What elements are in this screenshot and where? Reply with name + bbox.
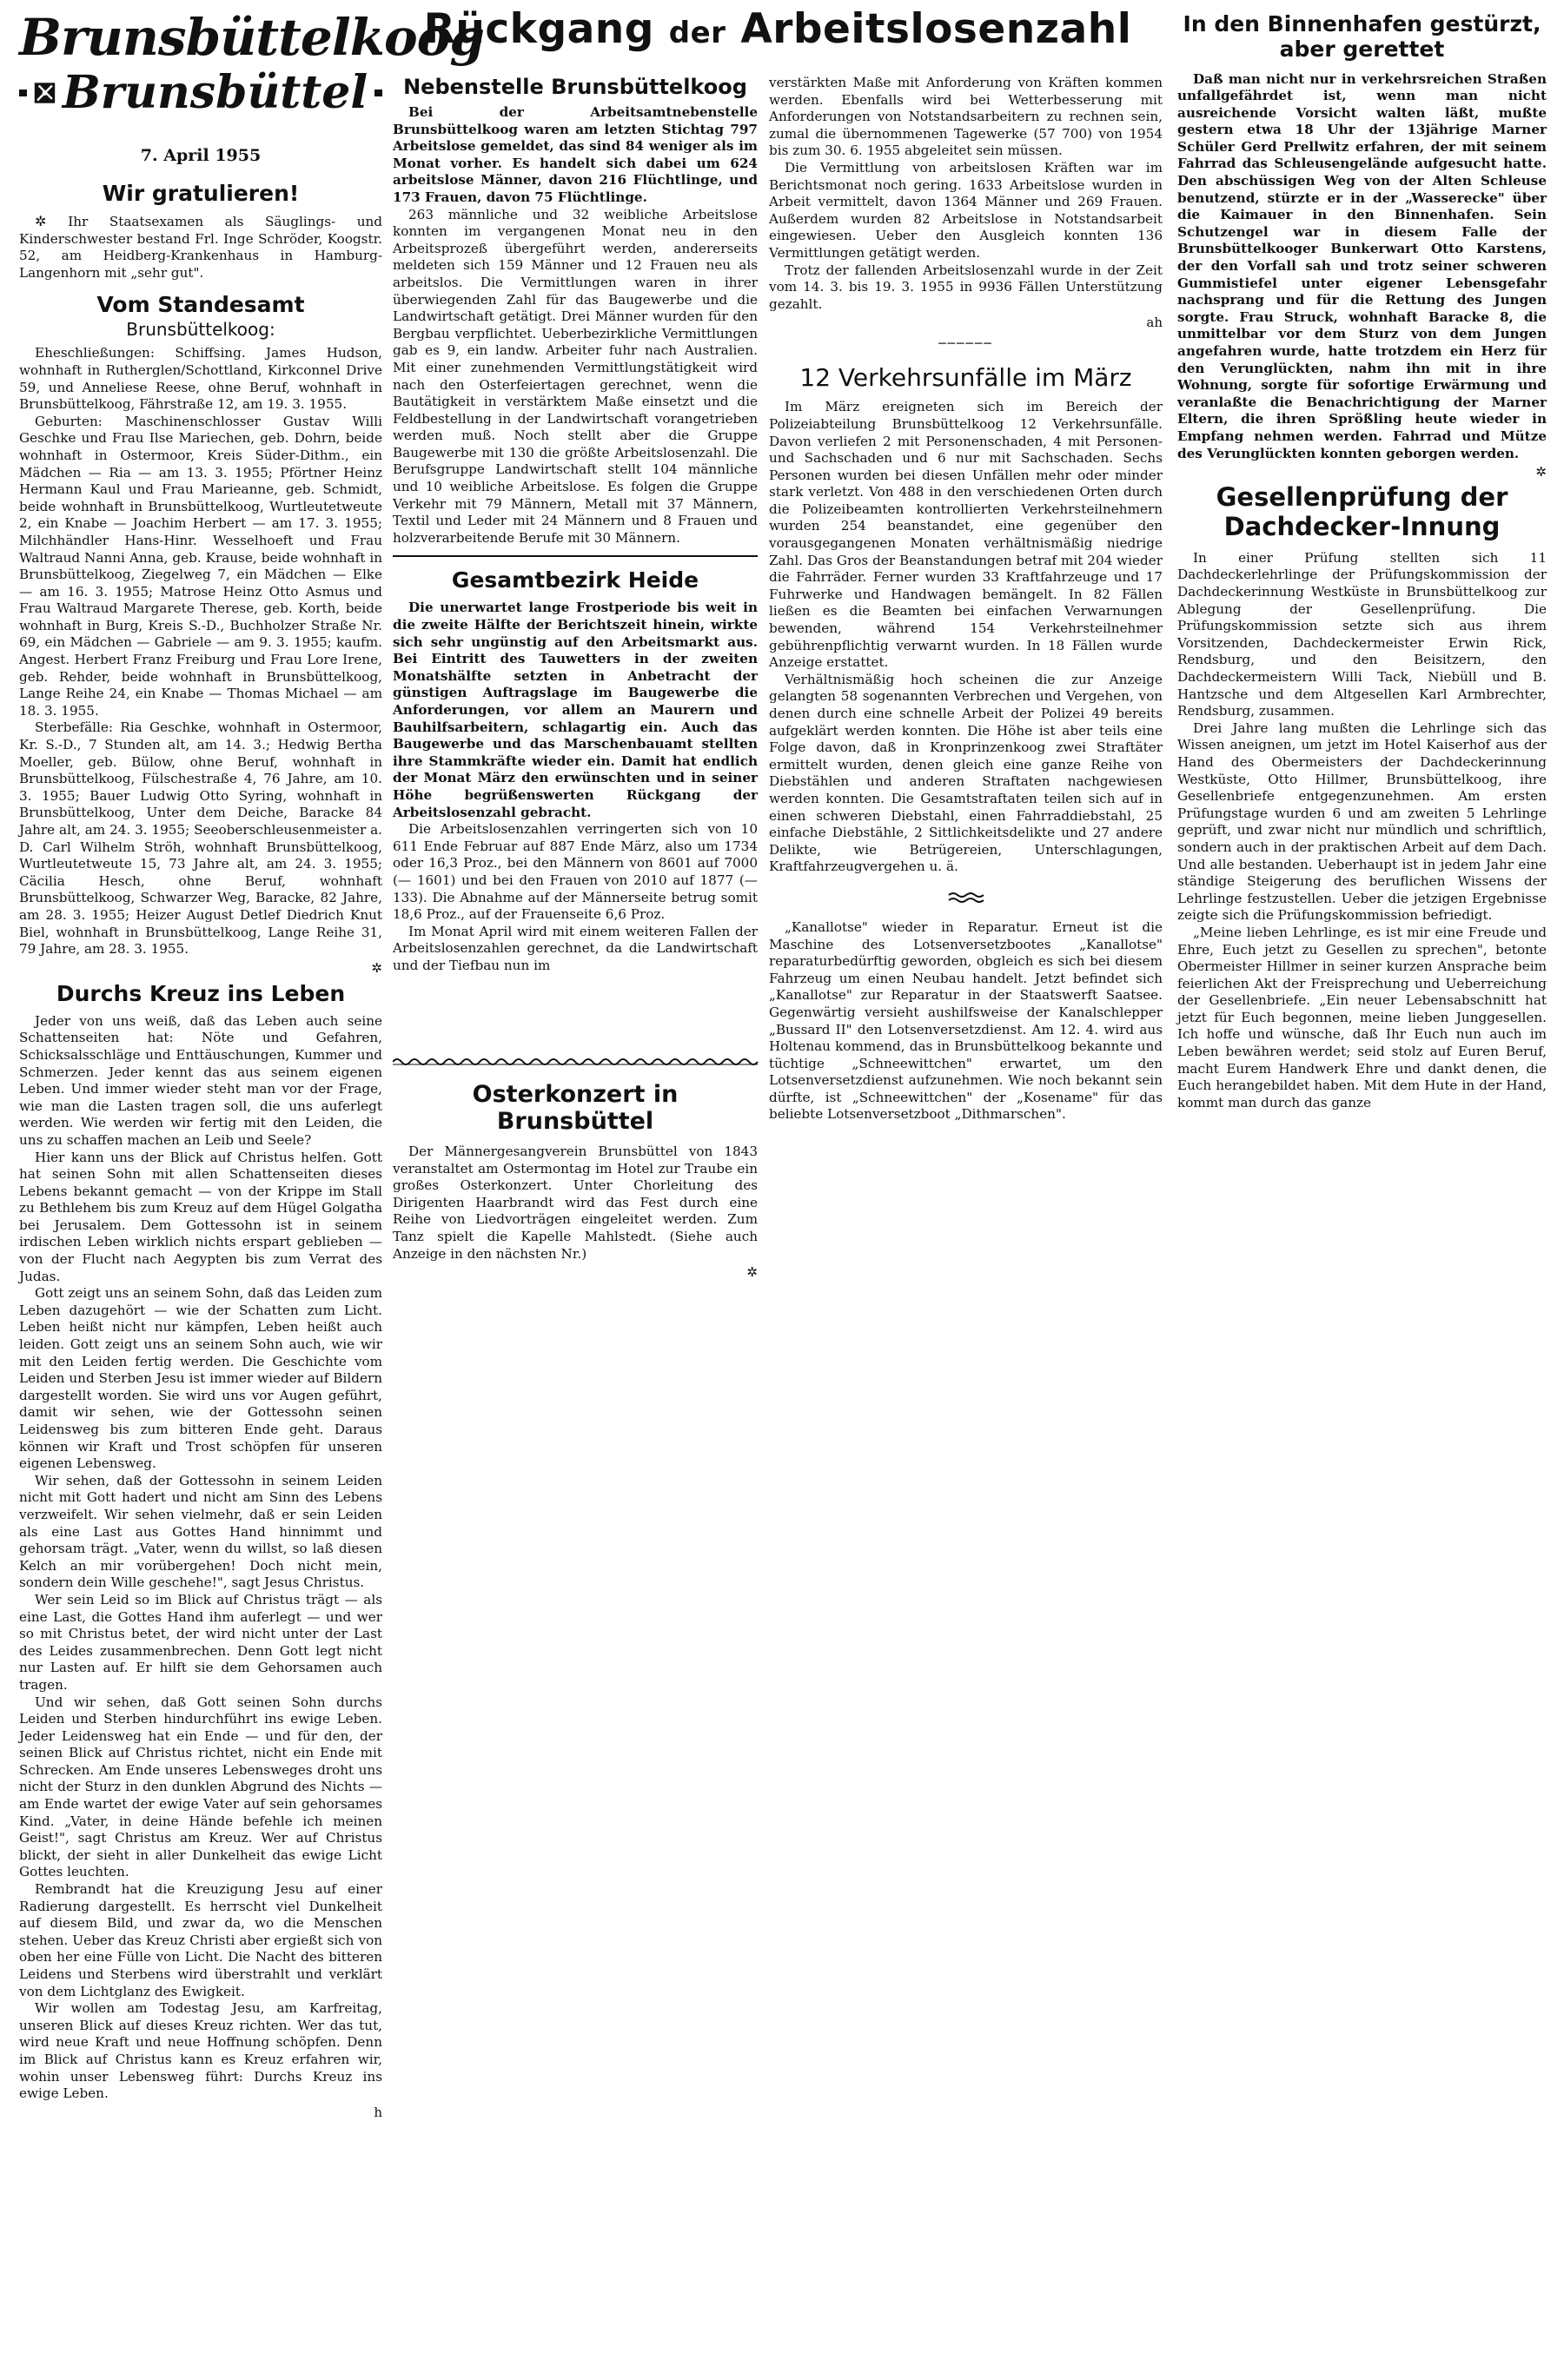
masthead-line2-row — [19, 66, 382, 120]
star-icon: ✲ — [371, 959, 382, 976]
kreuz-paragraph: Wir sehen, daß der Gottessohn in seinem Leiden nicht mit Gott hadert und nicht am Sinn des Lebens verzweifelt. Wir sehen vielmehr, daß er sein Leiden als eine Last aus Gottes Hand hinnimmt und gehorsam trägt. „Vater, wenn du willst, so laß diesen Kelch an mir vorübergehen! Doch nicht mein, sondern dein Wille geschehe!", sagt Jesus Christus. — [19, 1472, 382, 1591]
short-divider: ────── — [938, 337, 993, 352]
gratulieren-text-body: Ihr Staatsexamen als Säuglings- und Kinderschwester bestand Frl. Inge Schröder, Koogstr. 52, am Heidberg-Krankenhaus in Hamburg-Langenhorn mit „sehr gut". — [19, 214, 382, 281]
masthead-bar — [19, 89, 27, 96]
column-1 — [19, 8, 484, 2120]
main-headline-part2: der — [668, 16, 726, 50]
kreuz-paragraph: Und wir sehen, daß Gott seinen Sohn durchs Leiden und Sterben hindurchführt ins ewige Leben. Jeder Leidensweg hat ein Ende — und für den, der seinen Blick auf Christus richtet, nicht ein Ende mit Schrecken. Am Ende unseres Lebensweges droht uns nicht der Sturz in den dunklen Abgrund des Nichts — am Ende wartet der ewige Vater auf sein gehorsames Kind. „Vater, in deine Hände befehle ich meinen Geist!", sagt Christus am Kreuz. Wer auf Christus blickt, der sieht in aller Dunkelheit das ewige Licht Gottes leuchten. — [19, 1694, 382, 1880]
headline-kreuz: Durchs Kreuz ins Leben — [56, 980, 346, 1006]
kreuz-paragraph: Gott zeigt uns an seinem Sohn, daß das Leiden zum Leben dazugehört — wie der Schatten zum Licht. Leben heißt nicht nur kämpfen, Leben heißt auch leiden. Gott zeigt uns an seinem Sohn auch, wie wir mit den Leiden fertig werden. Die Geschichte vom Leiden und Sterben Jesu ist immer wieder auf Bildern dargestellt worden. Sie wird uns vor Augen geführt, damit wir sehen, wie der Gottessohn seinen Leidensweg bis zum bitteren Ende geht. Daraus können wir Kraft und Trost schöpfen für unseren eigenen Lebensweg. — [19, 1285, 382, 1472]
issue-date: 7. April 1955 — [140, 146, 262, 165]
gratulieren-text — [19, 213, 382, 282]
kreuz-paragraph: Hier kann uns der Blick auf Christus helfen. Gott hat seinen Sohn mit allen Schattenseiten dieses Lebens bekannt gemacht — von der Krippe im Stall zu Bethlehem bis zum Kreuz auf dem Hügel Golgatha bei Jerusalem. Dem Gottessohn ist in seinem irdischen Leben wirklich nichts erspart geblieben — von der Flucht nach Aegypten bis zum Verrat des Judas. — [19, 1149, 382, 1284]
column-3 — [769, 75, 1163, 1124]
gesellen-paragraph: Drei Jahre lang mußten die Lehrlinge sich das Wissen aneignen, um jetzt im Hotel Kaiserhof aus der Hand des Obermeisters der Dachdeckerinnung Westküste, Otto Hillmer, Brunsbüttelkoog, ihre Gesellenbriefe entgegenzunehmen. Am ersten Prüfungstage wurden 6 und am zweiten 5 Lehrlinge geprüft, und zwar nicht nur mündlich und schriftlich, sondern auch in der praktischen Arbeit auf dem Dach. Und alle bestanden. Ueberhaupt ist in jedem Jahr eine ständige Steigerung des beruflichen Wissens der Lehrlinge festzustellen. Ueber die jetzigen Ergebnisse zeigte sich die Prüfungskommission befriedigt. — [1177, 719, 1547, 924]
main-headline-part3: Arbeitslosenzahl — [740, 5, 1132, 53]
author-signature: h — [374, 2104, 382, 2120]
wave-divider-icon — [947, 892, 985, 904]
standesamt-subtitle: Brunsbüttelkoog: — [126, 319, 275, 341]
headline-nebenstelle: Nebenstelle Brunsbüttelkoog — [403, 75, 747, 99]
author-signature: ah — [1146, 315, 1163, 331]
standesamt-paragraph: Geburten: Maschinenschlosser Gustav Willi Geschke und Frau Ilse Mariechen, geb. Dohrn, beide wohnhaft in Ostermoor, Kreis Süder-Dithm., ein Mädchen — Ria — am 13. 3. 1955; Pförtner Heinz Hermann Kaul und Frau Marieanne, geb. Schmidt, beide wohnhaft in Brunsbüttelkoog, Wurtleutetweute 2, ein Knabe — Joachim Herbert — am 17. 3. 1955; Milchhändler Hans-Hinr. Wesselhoeft und Frau Waltraud Nanni Anna, geb. Krause, beide wohnhaft in Brunsbüttelkoog, Ziegelweg 7, ein Mädchen — Elke — am 16. 3. 1955; Matrose Heinz Otto Asmus und Frau Waltraud Margarete Therese, geb. Korth, beide wohnhaft in Burg, Kreis S.-D., Buchholzer Straße Nr. 69, ein Mädchen — Gabriele — am 9. 3. 1955; kaufm. Angest. Herbert Franz Freiburg und Frau Lore Irene, geb. Rehder, beide wohnhaft in Brunsbüttelkoog, Lange Reihe 24, ein Knabe — Thomas Michael — am 18. 3. 1955. — [19, 413, 382, 719]
kreuz-paragraph: Rembrandt hat die Kreuzigung Jesu auf einer Radierung dargestellt. Es herrscht viel Dunkelheit auf diesem Bild, und zwar da, wo die Menschen stehen. Ueber das Kreuz Christi aber ergießt sich von oben her eine Fülle von Licht. Die Nacht des bitteren Leidens und Sterbens wird überstrahlt und verklärt von dem Lichtglanz des Ewigkeit. — [19, 1881, 382, 1999]
standesamt-paragraph: Sterbefälle: Ria Geschke, wohnhaft in Ostermoor, Kr. S.-D., 7 Stunden alt, am 14. 3.; Hedwig Bertha Moeller, geb. Bülow, ohne Beruf, wohnhaft in Brunsbüttelkoog, Fülschestraße 4, 76 Jahre, am 10. 3. 1955; Bauer Ludwig Otto Syring, wohnhaft in Brunsbüttelkoog, Unter dem Deiche, Baracke 84 Jahre alt, am 24. 3. 1955; Seeoberschleusenmeister a. D. Carl Wilhelm Ströh, wohnhaft Brunsbüttelkoog, Wurtleutetweute 15, 73 Jahre alt, am 24. 3. 1955; Cäcilia Hesch, ohne Beruf, wohnhaft Brunsbüttelkoog, Schwarzer Weg, Baracke, 82 Jahre, am 28. 3. 1955; Heizer August Detlef Diedrich Knut Biel, wohnhaft in Brunsbüttelkoog, Lange Reihe 31, 79 Jahre, am 28. 3. 1955. — [19, 719, 382, 958]
column-4 — [1177, 12, 1547, 1111]
main-headline — [393, 5, 1163, 53]
masthead — [19, 8, 484, 120]
heide-paragraph: Im Monat April wird mit einem weiteren Fallen der Arbeitslosenzahlen gerechnet, da die Landwirtschaft und der Tiefbau nun im — [393, 923, 758, 973]
masthead-bar — [374, 89, 382, 96]
binnenhafen-text: Daß man nicht nur in verkehrsreichen Straßen unfallgefährdet ist, wenn man nicht ausreichende Vorsicht walten läßt, mußte gestern etwa 18 Uhr der 13jährige Marner Schüler Gerd Prellwitz erfahren, der mit seinem Fahrrad das Schleusengelände aufgesucht hatte. Den abschüssigen Weg von der Alten Schleuse benutzend, stürzte er in der „Wasserecke" über die Kaimauer in den Binnenhafen. Sein Schutzengel war in diesem Falle der Brunsbüttelkooger Bunkerwart Otto Karstens, der den Vorfall sah und trotz seiner schweren Gummistiefel unter eigener Lebensgefahr nachsprang und für die Rettung des Jungen sorgte. Frau Struck, wohnhaft Baracke 8, die unmittelbar vor dem Sturz von dem Jungen angefahren wurde, hatte trotzdem ein Herz für den Verunglückten, nahm ihn mit in ihre Wohnung, sorgte für sofortige Erwärmung und veranlaßte die Benachrichtigung der Marner Eltern, die ihren Sprößling heute wieder in Empfang nehmen werden. Fahrrad und Mütze des Verunglückten konnten geborgen werden. — [1177, 70, 1547, 461]
heide-paragraph: Die Arbeitslosenzahlen verringerten sich von 10 611 Ende Februar auf 887 Ende März, also um 1734 oder 16,3 Proz., bei den Männern von 8601 auf 7000 (— 1601) und bei den Frauen von 2010 auf 1877 (— 133). Die Abnahme auf der Männerseite betrug somit 18,6 Proz., auf der Frauenseite 6,6 Proz. — [393, 821, 758, 923]
osterkonzert-text: Der Männergesangverein Brunsbüttel von 1843 veranstaltet am Ostermontag im Hotel zur Traube ein großes Osterkonzert. Unter Chorleitung des Dirigenten Haarbrandt wird das Fest durch eine Reihe von Liedvorträgen eingeleitet werden. Zum Tanz spielt die Kapelle Mahlstedt. (Siehe auch Anzeige in den nächsten Nr.) — [393, 1144, 758, 1262]
headline-gesellen: Gesellenprüfung der Dachdecker-Innung — [1216, 482, 1508, 541]
main-headline-part1: Rückgang — [423, 5, 654, 53]
star-icon: ✲ — [35, 213, 69, 229]
masthead-line1: Brunsbüttelkoog — [19, 8, 484, 67]
banner-area — [393, 5, 1163, 58]
gesellen-paragraph: In einer Prüfung stellten sich 11 Dachdeckerlehrlinge der Prüfungskommission der Dachdeckerinnung Westküste in Brunsbüttelkoog zur Ablegung der Gesellenprüfung. Die Prüfungskommission setzte sich aus ihrem Vorsitzenden, Dachdeckermeister Erwin Rick, Rendsburg, und den Beisitzern, den Dachdeckermeistern Willi Tack, Niebüll und B. Hantzsche und dem Altgesellen Karl Armbrechter, Rendsburg, zusammen. — [1177, 549, 1547, 719]
nebenstelle-lead: Bei der Arbeitsamtnebenstelle Brunsbüttelkoog waren am letzten Stichtag 797 Arbeitslose gemeldet, das sind 84 weniger als im Monat vorher. Es handelt sich dabei um 624 arbeitslose Männer, davon 216 Flüchtlinge, und 173 Frauen, davon 75 Flüchtlinge. — [393, 104, 758, 205]
verkehr-paragraph: Verhältnismäßig hoch scheinen die zur Anzeige gelangten 58 sogenannten Verbrechen und Vergehen, von denen durch eine schnelle Arbeit der Polizei 49 bereits aufgeklärt werden konnten. Die Höhe ist aber teils eine Folge davon, daß in Kronprinzenkoog zwei Straftäter ermittelt wurden, denen gleich eine ganze Reihe von Diebstählen und anderen Straftaten nachgewiesen werden konnten. Die Gesamtstraftaten teilen sich auf in einen schweren Diebstahl, einen Fahrraddiebstahl, 25 einfache Diebstähle, 2 Sittlichkeitsdelikte und 27 andere Delikte, wie Betrügereien, Unterschlagungen, Kraftfahrzeugvergehen u. ä. — [769, 671, 1163, 875]
masthead-line2: Brunsbüttel — [62, 66, 368, 119]
nebenstelle-continued: Die Vermittlung von arbeitslosen Kräften war im Berichtsmonat noch gering. 1633 Arbeitslose wurden in Arbeit vermittelt, davon 1364 Männer und 269 Frauen. Außerdem wurden 82 Arbeitslose in Notstandsarbeit eingewiesen. Ueber den Ausgleich konnten 136 Vermittlungen getätigt werden. — [769, 159, 1163, 261]
column-2 — [393, 75, 758, 975]
kanallotse-text: „Kanallotse" wieder in Reparatur. Erneut ist die Maschine des Lotsenversetzbootes „Kanallotse" reparaturbedürftig geworden, obgleich es sich bei diesem Fahrzeug um einen Neubau handelt. Jetzt befindet sich „Kanallotse" zur Reparatur in der Staatswerft Saatsee. Gegenwärtig versieht aushilfsweise der Kanalschlepper „Bussard II" den Lotsenversetzdienst. Am 12. 4. wird aus Holtenau kommend, das in Brunsbüttelkoog bekannte und tüchtige „Schneewittchen" erwartet, um den Lotsenversetzdienst aufzunehmen. Wie noch bekannt sein dürfte, ist „Schneewittchen" der „Kosename" für das beliebte Lotsenversetzboot „Dithmarschen". — [769, 918, 1163, 1123]
headline-osterkonzert: Osterkonzert in Brunsbüttel — [472, 1081, 679, 1135]
star-icon: ✲ — [1535, 464, 1547, 481]
headline-binnenhafen: In den Binnenhafen gestürzt, aber gerettet — [1183, 11, 1541, 62]
standesamt-paragraph: Eheschließungen: Schiffsing. James Hudson, wohnhaft in Rutherglen/Schottland, Kirkconnel Drive 59, und Anneliese Reese, ohne Beruf, wohnhaft in Brunsbüttelkoog, Fährstraße 12, am 19. 3. 1955. — [19, 345, 382, 413]
headline-verkehr: 12 Verkehrsunfälle im März — [799, 363, 1132, 393]
kreuz-paragraph: Wer sein Leid so im Blick auf Christus trägt — als eine Last, die Gottes Hand ihm auferlegt — und wer so mit Christus betet, der wird nicht unter der Last des Leides zusammenbrechen. Denn Gott legt nicht nur Lasten auf. Er hilft sie dem Gehorsamen auch tragen. — [19, 1591, 382, 1693]
nebenstelle-continued: Trotz der fallenden Arbeitslosenzahl wurde in der Zeit vom 14. 3. bis 19. 3. 1955 in 9936 Fällen Unterstützung gezahlt. — [769, 262, 1163, 312]
headline-gratulieren: Wir gratulieren! — [102, 181, 300, 206]
kreuz-paragraph: Jeder von uns weiß, daß das Leben auch seine Schattenseiten hat: Nöte und Gefahren, Schicksalsschläge und Enttäuschungen, Kummer und Schmerzen. Jeder kennt das aus seinem eigenen Leben. Und immer wieder steht man vor der Frage, wie man die Lasten tragen soll, die uns auferlegt werden. Wie werden wir fertig mit den Leiden, die uns zu schaffen machen an Leib und Seele? — [19, 1012, 382, 1148]
gesellen-paragraph: „Meine lieben Lehrlinge, es ist mir eine Freude und Ehre, Euch jetzt zu Gesellen zu sprechen", betonte Obermeister Hillmer in seiner kurzen Ansprache beim feierlichen Akt der Freisprechung und Ueberreichung der Gesellenbriefe. „Ein neuer Lebensabschnitt hat jetzt für Euch begonnen, meine lieben Junggesellen. Ich hoffe und wünsche, daß Ihr Euch nun auch im Leben bewähren werdet; seid stolz auf Euren Beruf, macht Eurem Handwerk Ehre und dankt denen, die Euch herangebildet haben. Mit dem Hute in der Hand, kommt man durch das ganze — [1177, 924, 1547, 1110]
nebenstelle-paragraph: 263 männliche und 32 weibliche Arbeitslose konnten im vergangenen Monat neu in den Arbeitsprozeß übergeführt werden, andererseits meldeten sich 159 Männer und 12 Frauen neu als arbeitslos. Die Vermittlungen waren in ihrer überwiegenden Zahl für das Baugewerbe und die Landwirtschaft getätigt. Drei Männer wurden für den Bergbau verpflichtet. Ueberbezirkliche Vermittlungen gab es 9, ein landw. Arbeiter fuhr nach Australien. Mit einer zunehmenden Vermittlungstätigkeit wird nach den Osterfeiertagen gerechnet, wenn die Bautätigkeit in verstärktem Maße einsetzt und die Feldbestellung in der Landwirtschaft vorangetrieben werden muß. Noch stellt aber die Gruppe Baugewerbe mit 130 die größte Arbeitslosenzahl. Die Berufsgruppe Landwirtschaft stellt 104 männliche und 10 weibliche Arbeitslose. Es folgen die Gruppe Verkehr mit 79 Männern, Metall mit 37 Männern, Textil und Leder mit 24 Männern und 8 Frauen und holzverarbeitende Berufe mit 30 Männern. — [393, 206, 758, 546]
nebenstelle-continued: verstärkten Maße mit Anforderung von Kräften kommen werden. Ebenfalls wird bei Wetterbesserung mit Anforderungen von Notstandsarbeitern zu rechnen sein, zumal die übernommenen Tagewerke (57 700) von 1954 bis zum 30. 6. 1955 abgeleitet sein müssen. — [769, 75, 1163, 159]
divider — [393, 555, 758, 557]
osterkonzert-article — [393, 1081, 758, 1280]
coat-of-arms-icon — [34, 66, 56, 120]
kreuz-paragraph: Wir wollen am Todestag Jesu, am Karfreitag, unseren Blick auf dieses Kreuz richten. Wer das tut, wird neue Kraft und neue Hoffnung schöpfen. Denn im Blick auf Christus kann es Kreuz erfahren wir, wohin unser Lebensweg führt: Durchs Kreuz ins ewige Leben. — [19, 2000, 382, 2102]
heide-lead: Die unerwartet lange Frostperiode bis weit in die zweite Hälfte der Berichtszeit hinein, wirkte sich sehr ungünstig auf den Arbeitsmarkt aus. Bei Eintritt des Tauwetters in der zweiten Monatshälfte setzten in Anbetracht der günstigen Auftragslage im Baugewerbe die Anforderungen, vor allem an Maurern und Bauhilfsarbeitern, schlagartig ein. Auch das Baugewerbe und das Marschenbauamt stellten ihre Stammkräfte wieder ein. Damit hat endlich der Monat März den erwünschten und in seiner Höhe begrüßenswerten Rückgang der Arbeitslosenzahl gebracht. — [393, 600, 758, 820]
headline-heide: Gesamtbezirk Heide — [451, 567, 699, 593]
headline-standesamt: Vom Standesamt — [96, 292, 305, 318]
verkehr-paragraph: Im März ereigneten sich im Bereich der Polizeiabteilung Brunsbüttelkoog 12 Verkehrsunfälle. Davon verliefen 2 mit Personenschaden, 4 mit Personen- und Sachschaden und 6 nur mit Sachschaden. Sechs Personen wurden bei diesen Unfällen mehr oder minder stark verletzt. Von 488 in den verschiedenen Orten durch die Polizeibeamten kontrollierten Verkehrsteilnehmern wurden 254 beanstandet, eine gegenüber den vorausgegangenen Monaten verhältnismäßig niedrige Zahl. Das Gros der Beanstandungen betraf mit 204 wieder die Fahrräder. Ferner wurden 33 Kraftfahrzeuge und 17 Fuhrwerke und Handwagen bemängelt. In 82 Fällen ließen es die Beamten bei einfachen Verwarnungen bewenden, während 154 Verkehrsteilnehmer gebührenpflichtig verwarnt wurden. In 18 Fällen wurde Anzeige erstattet. — [769, 399, 1163, 671]
star-icon: ✲ — [746, 1264, 758, 1281]
